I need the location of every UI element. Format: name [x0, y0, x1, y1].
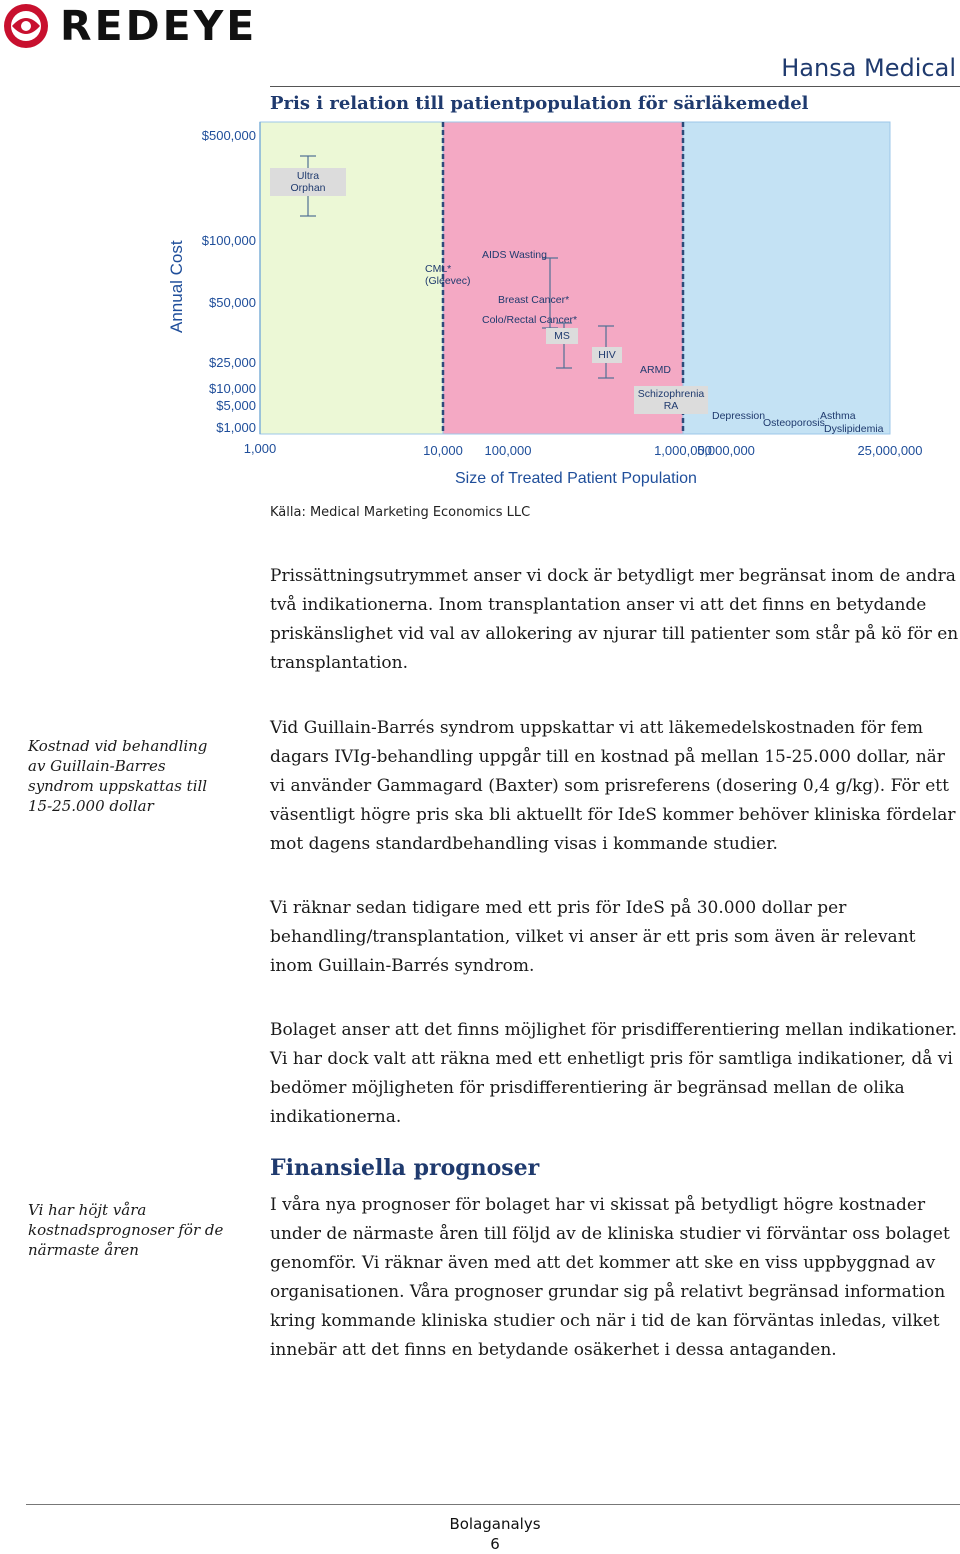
x-tick-2: 100,000	[484, 443, 532, 458]
x-tick-labels	[244, 441, 923, 458]
y-tick-3: $25,000	[209, 355, 256, 370]
point-hiv-label-0: HIV	[598, 349, 616, 361]
paragraph-5: I våra nya prognoser för bolaget har vi skissat på betydligt högre kostnader under de närmaste åren till följd av de kliniska studier vi förväntar oss bolaget genomför. Vi räknar även med att det kommer att ske en viss uppbyggnad av organisationen. Våra prognoser grundar sig på relativt begränsad information kring kommande kliniska studier och när i tid de kan förväntas inledas, vilket innebär att det finns en betydande osäkerhet i dessa antaganden.	[270, 1195, 950, 1360]
x-tick-3: 1,000,000	[654, 443, 712, 458]
y-tick-6: $1,000	[216, 420, 256, 435]
page-number: 6	[490, 1535, 500, 1553]
paragraph-2: Vid Guillain-Barrés syndrom uppskattar vi att läkemedelskostnaden för fem dagars IVIg-behandling uppgår till en kostnad på mellan 15-25.000 dollar, när vi använder Gammagard (Baxter) som prisreferens (dosering 0,4 g/kg). För ett väsentligt högre pris ska bli aktuellt för IdeS kommer behöver kliniska fördelar mot dagens standardbehandling visas i kommande studier.	[270, 718, 956, 854]
x-tick-0: 1,000	[243, 441, 277, 456]
point-breast-cancer-label-0: Breast Cancer*	[498, 294, 570, 306]
point-ultra-orphan-label-1: Orphan	[290, 182, 326, 194]
paragraph-3: Vi räknar sedan tidigare med ett pris för IdeS på 30.000 dollar per behandling/transplantation, vilket vi anser är ett pris som även är relevant inom Guillain-Barrés syndrom.	[270, 898, 916, 976]
point-cml-gleevec-label-1: (Gleevec)	[425, 275, 471, 287]
point-colo-rectal-cancer-label-0: Colo/Rectal Cancer*	[482, 314, 578, 326]
y-tick-labels	[202, 128, 256, 435]
zone-2	[683, 122, 890, 434]
footer-divider	[26, 1504, 960, 1505]
header-divider	[270, 86, 960, 87]
paragraph-1: Prissättningsutrymmet anser vi dock är betydligt mer begränsat inom de andra två indikationerna. Inom transplantation anser vi att det finns en betydande priskänslighet vid val av allokering av njurar till patienter som står på kö för en transplantation.	[270, 566, 959, 673]
y-tick-2: $50,000	[209, 295, 256, 310]
footer-label: Bolaganalys	[449, 1515, 541, 1533]
point-schizophrenia-ra-label-0: Schizophrenia	[637, 388, 705, 400]
x-tick-1: 10,000	[423, 443, 463, 458]
eye-logo-icon	[2, 2, 54, 50]
point-dyslipidemia-label-0: Dyslipidemia	[824, 423, 884, 435]
point-asthma-label-0: Asthma	[820, 410, 856, 422]
brand-name: REDEYE	[60, 2, 258, 50]
footer	[430, 1514, 560, 1554]
point-armd-label-0: ARMD	[640, 364, 671, 376]
point-cml-gleevec-label-0: CML*	[425, 263, 452, 275]
company-name: Hansa Medical	[781, 54, 956, 82]
sidenote-guillain-barre-cost: Kostnad vid behandling av Guillain-Barres syndrom uppskattas till 15-25.000 dollar	[28, 737, 208, 815]
x-tick-4: 5,000,000	[697, 443, 755, 458]
y-tick-1: $100,000	[201, 233, 256, 248]
section-heading: Finansiella prognoser	[270, 1155, 540, 1181]
point-schizophrenia-ra-label-1: RA	[663, 400, 679, 412]
paragraph-4: Bolaget anser att det finns möjlighet för prisdifferentiering mellan indikationer. Vi har dock valt att räkna med ett enhetligt pris för samtliga indikationer, då vi bedömer möjligheten för prisdifferentiering är begränsad mellan de olika indikationerna.	[270, 1020, 958, 1127]
y-tick-0: $500,000	[201, 128, 256, 143]
y-tick-4: $10,000	[209, 381, 256, 396]
point-ultra-orphan-label-0: Ultra	[296, 170, 320, 182]
chart-zones	[260, 122, 890, 434]
y-axis-label: Annual Cost	[167, 240, 186, 333]
point-osteoporosis-label-0: Osteoporosis	[763, 417, 825, 429]
x-axis-label: Size of Treated Patient Population	[455, 470, 697, 487]
sidenote-cost-forecast: Vi har höjt våra kostnadsprognoser för de närmaste åren	[28, 1201, 224, 1259]
point-aids-wasting-label-0: AIDS Wasting	[482, 249, 547, 261]
y-tick-5: $5,000	[216, 398, 256, 413]
chart-title: Pris i relation till patientpopulation för särläkemedel	[270, 93, 809, 114]
price-population-chart	[160, 118, 923, 493]
chart-source: Källa: Medical Marketing Economics LLC	[270, 505, 531, 520]
point-ms-label-0: MS	[554, 330, 570, 342]
x-tick-5: 25,000,000	[857, 443, 923, 458]
point-depression-label-0: Depression	[712, 410, 766, 422]
